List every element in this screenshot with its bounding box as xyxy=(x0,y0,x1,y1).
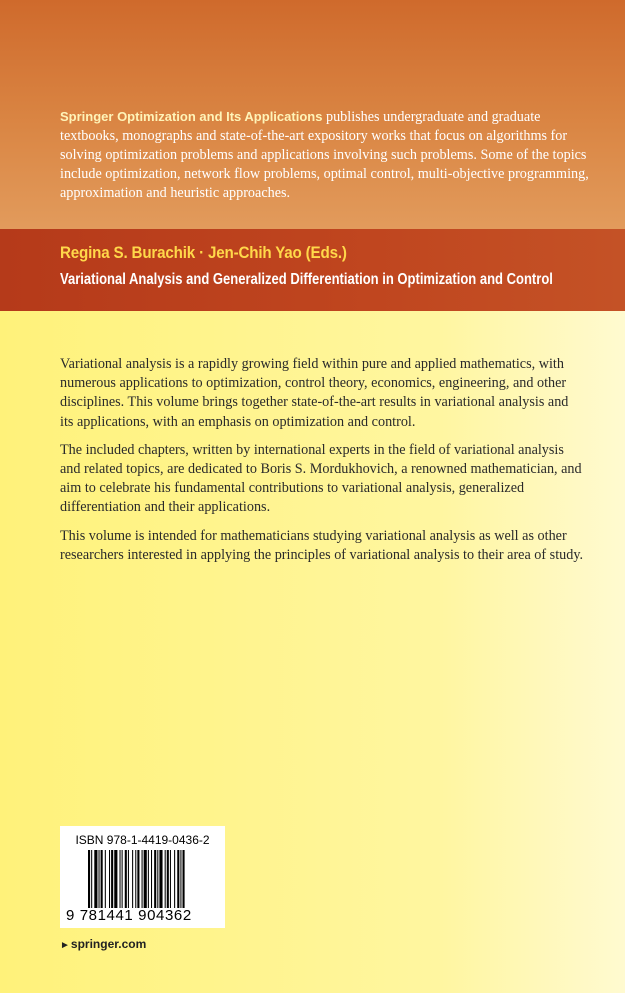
book-blurb xyxy=(60,355,585,574)
barcode-bar xyxy=(114,850,117,908)
barcode-bars xyxy=(88,850,218,908)
barcode-bar xyxy=(111,850,113,908)
barcode-bar xyxy=(122,850,123,908)
blurb-paragraph: This volume is intended for mathematicians studying variational analysis as well as other researchers interested in applying the principles of variational analysis to their area of study. xyxy=(60,527,584,563)
barcode-bar xyxy=(128,850,129,908)
barcode-bar xyxy=(183,850,185,908)
barcode-bar xyxy=(88,850,90,908)
publisher-url-text: springer.com xyxy=(70,937,147,951)
publisher-url[interactable] xyxy=(60,937,146,951)
barcode-bar xyxy=(148,850,149,908)
barcode-bar xyxy=(165,850,166,908)
blurb-paragraph: Variational analysis is a rapidly growing field within pure and applied mathematics, with numerous applications to optimization, control theory, economics, engineering, and other disciplines. This volume brings together state-of-the-art results in variational analysis and its applications, with an emphasis on optimization and control. xyxy=(60,356,569,430)
barcode-bar xyxy=(105,850,106,908)
barcode-bar xyxy=(167,850,169,908)
barcode-bar xyxy=(180,850,181,908)
barcode-bar xyxy=(170,850,171,908)
barcode-bar xyxy=(101,850,103,908)
barcode-bar xyxy=(99,850,100,908)
blurb-paragraph: The included chapters, written by international experts in the field of variational analysis and related topics, are dedicated to Boris S. Mordukhovich, a renowned mathematician, and aim to celebrate his fundamental contributions to variational analysis, generalized differentiation and their applications. xyxy=(60,441,582,516)
series-description-text: publishes undergraduate and graduate textbooks, monographs and state-of-the-art expository works that focus on algorithms for solving optimization problems and applications involving such problems. Some of the topics include optimization, network flow problems, optimal control, multi-objective programming, approximation and heuristic approaches. xyxy=(60,109,589,201)
series-band xyxy=(0,0,625,229)
isbn-label: ISBN 978-1-4419-0436-2 xyxy=(75,833,210,847)
ean-digits: 9 781441 904362 xyxy=(66,907,192,924)
barcode-bar xyxy=(91,850,92,908)
barcode-box xyxy=(60,826,225,928)
book-editors: Regina S. Burachik · Jen-Chih Yao (Eds.) xyxy=(60,244,347,262)
barcode-bar xyxy=(135,850,136,908)
series-description xyxy=(60,107,590,203)
arrow-right-icon: ► xyxy=(60,940,70,951)
barcode-bar xyxy=(144,850,147,908)
barcode-bar xyxy=(94,850,97,908)
barcode-bar xyxy=(120,850,121,908)
barcode-bar xyxy=(132,850,133,908)
barcode-bar xyxy=(177,850,179,908)
barcode-bar xyxy=(154,850,156,908)
barcode-bar xyxy=(157,850,158,908)
barcode-bar xyxy=(137,850,139,908)
barcode-bar xyxy=(151,850,152,908)
barcode-bar xyxy=(174,850,175,908)
book-title: Variational Analysis and Generalized Differentiation in Optimization and Control xyxy=(60,271,553,288)
barcode-bar xyxy=(142,850,143,908)
series-name: Springer Optimization and Its Applications xyxy=(60,109,323,124)
barcode-bar xyxy=(125,850,127,908)
title-band xyxy=(0,229,625,311)
barcode-bar xyxy=(159,850,162,908)
barcode-bar xyxy=(109,850,110,908)
